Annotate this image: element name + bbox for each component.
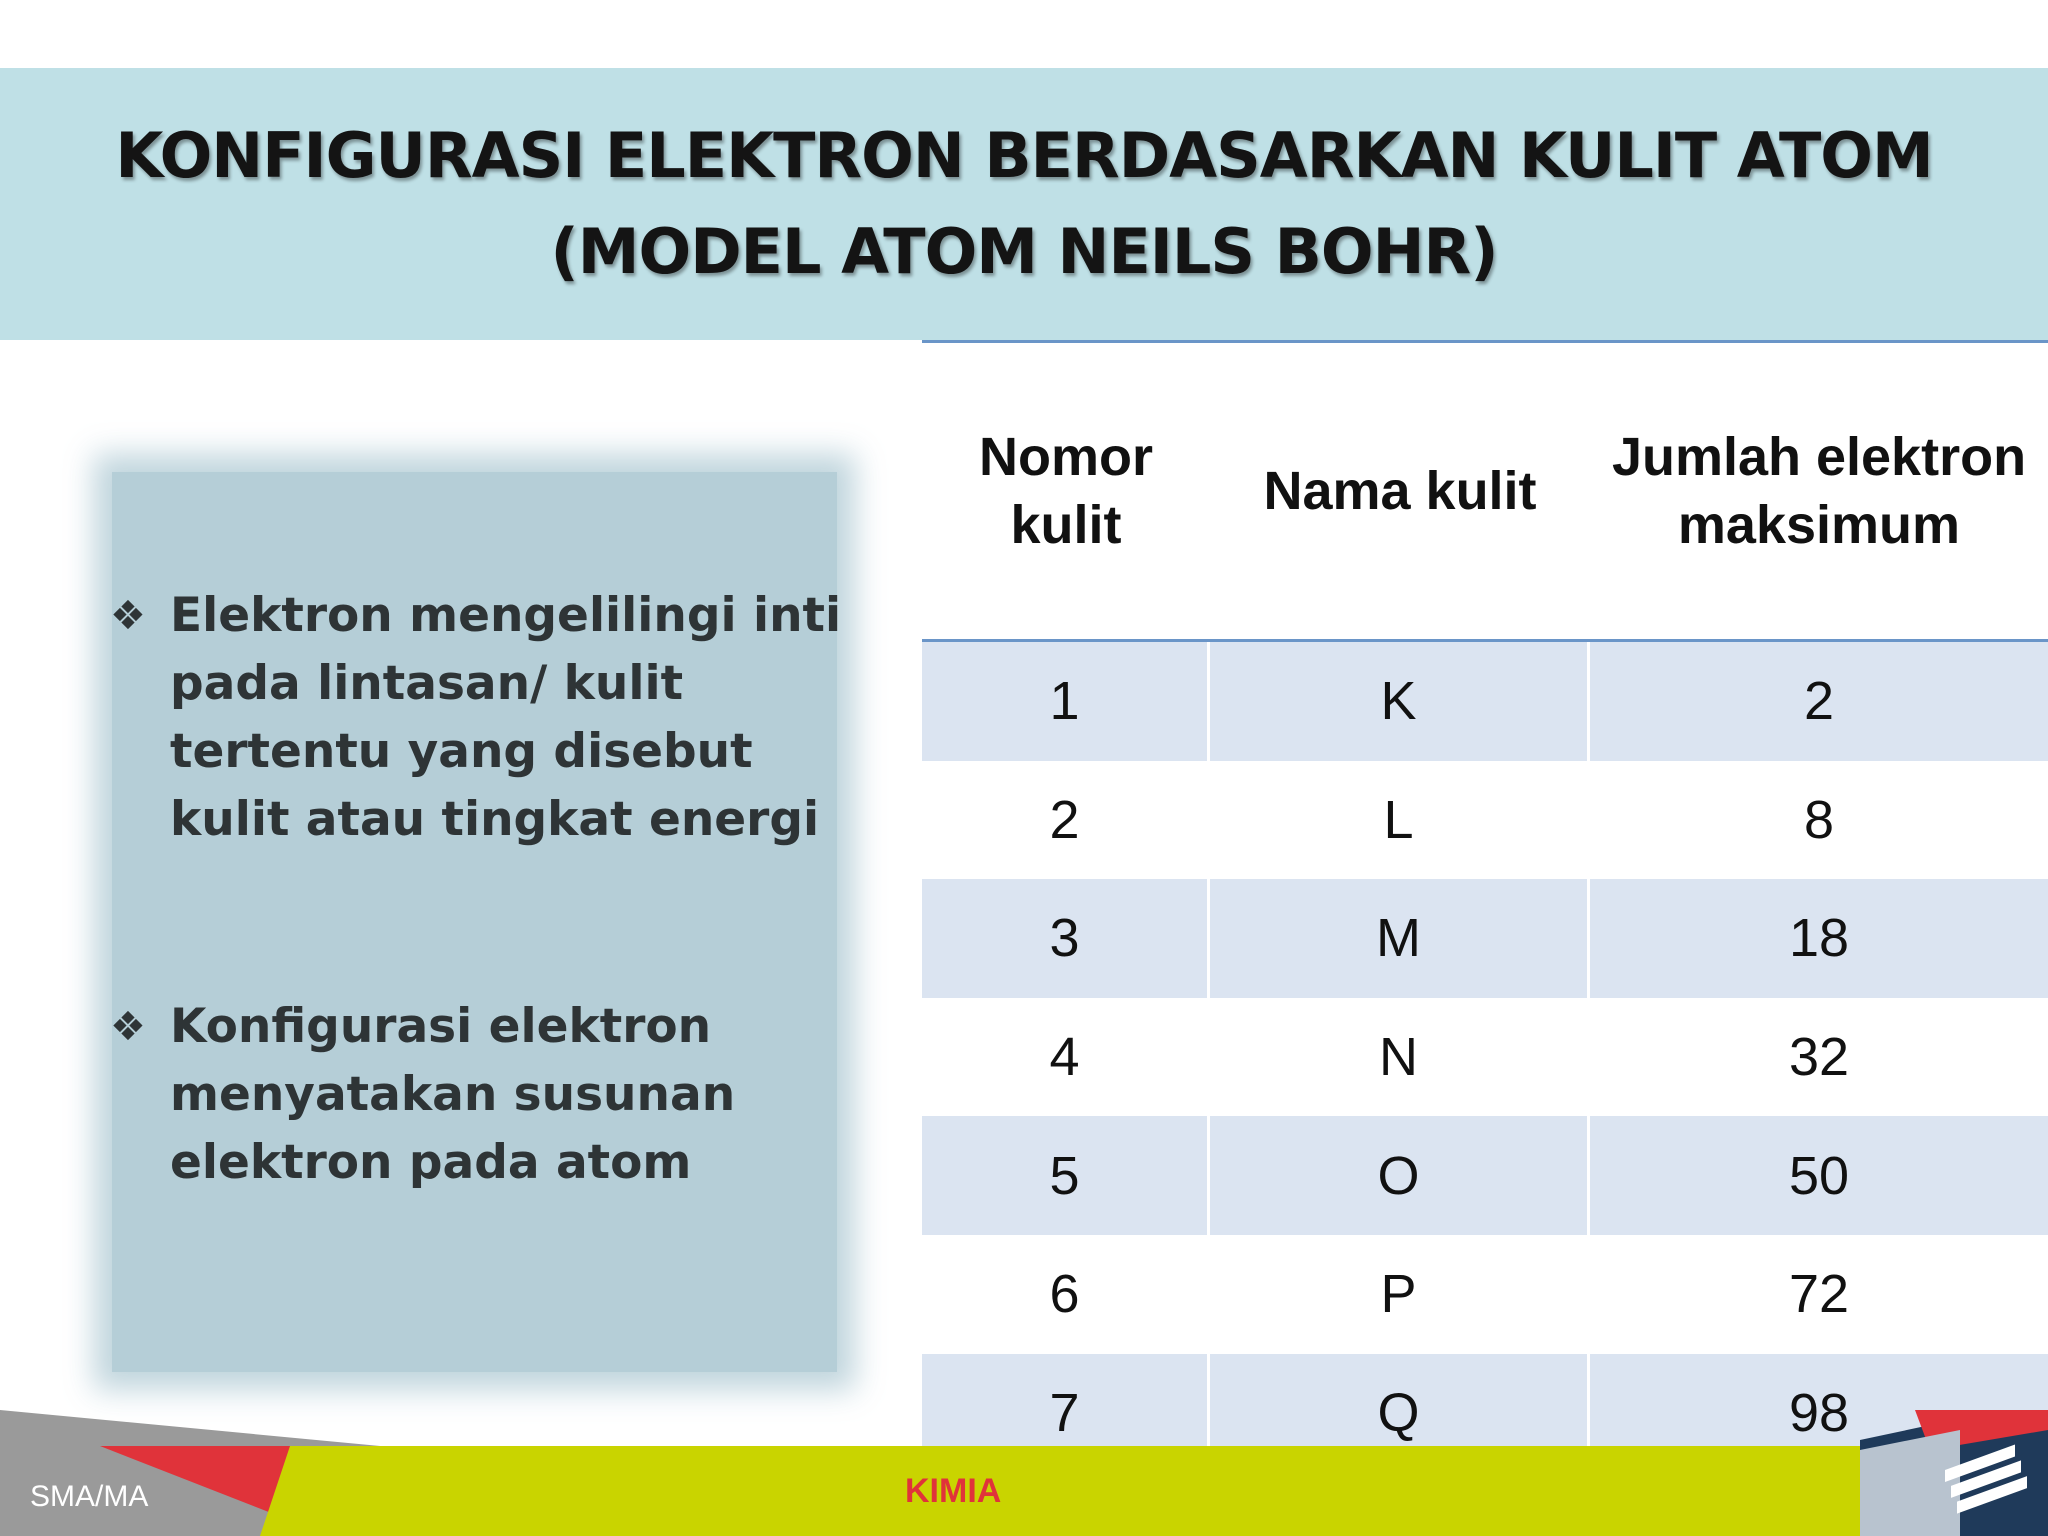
cell-nomor: 3 xyxy=(922,879,1210,998)
cell-nama: M xyxy=(1210,879,1590,998)
footer-banner xyxy=(0,1410,2048,1536)
cell-jumlah: 72 xyxy=(1788,1264,1850,1325)
cell-nomor: 1 xyxy=(922,642,1210,761)
footer-level-label: SMA/MA xyxy=(30,1480,149,1513)
bullet-item xyxy=(110,582,870,854)
table-row xyxy=(922,998,2048,1117)
cell-jumlah: 50 xyxy=(1788,1145,1850,1206)
cell-nama: Q xyxy=(1210,1354,1590,1473)
cell-jumlah: 32 xyxy=(1788,1027,1850,1088)
footer-decoration xyxy=(0,1410,2048,1536)
cell-jumlah: 98 xyxy=(1788,1382,1850,1443)
table-row xyxy=(922,1235,2048,1354)
cell-nomor: 5 xyxy=(922,1116,1210,1235)
cell-nomor: 2 xyxy=(922,761,1210,880)
table-row xyxy=(922,761,2048,880)
electron-shell-table xyxy=(922,340,2048,1472)
title-band xyxy=(0,68,2048,340)
cell-jumlah: 2 xyxy=(1803,671,1835,732)
footer-lime-stripe xyxy=(260,1446,1860,1536)
table-row xyxy=(922,642,2048,761)
cell-nama: O xyxy=(1210,1116,1590,1235)
diamond-bullet-icon: ❖ xyxy=(110,1004,146,1050)
cell-nama: K xyxy=(1210,642,1590,761)
slide-title-line-1: KONFIGURASI ELEKTRON BERDASARKAN KULIT ATOM xyxy=(115,119,1933,192)
cell-nomor: 6 xyxy=(922,1235,1210,1354)
cell-nama: L xyxy=(1210,761,1590,880)
cell-nama: P xyxy=(1210,1235,1590,1354)
bullet-text: Konfigurasi elektron menyatakan susunan elektron pada atom xyxy=(170,999,736,1190)
footer-subject-label: KIMIA xyxy=(905,1472,1002,1510)
header-jumlah-elektron: Jumlah elektron maksimum xyxy=(1611,427,2027,555)
table-header-row xyxy=(922,340,2048,642)
cell-nomor: 4 xyxy=(922,998,1210,1117)
cell-jumlah: 18 xyxy=(1788,908,1850,969)
table-row xyxy=(922,1116,2048,1235)
bullet-text: Elektron mengelilingi inti pada lintasan/ kulit tertentu yang disebut kulit atau tingkat energi xyxy=(170,588,842,847)
table-row xyxy=(922,879,2048,998)
cell-nomor: 7 xyxy=(922,1354,1210,1473)
slide-title-line-2: (MODEL ATOM NEILS BOHR) xyxy=(550,215,1498,288)
header-nomor-kulit: Nomor kulit xyxy=(979,427,1153,555)
header-nama-kulit: Nama kulit xyxy=(1263,461,1537,521)
diamond-bullet-icon: ❖ xyxy=(110,593,146,639)
cell-jumlah: 8 xyxy=(1803,789,1835,850)
bullet-item xyxy=(110,993,870,1197)
cell-nama: N xyxy=(1210,998,1590,1117)
